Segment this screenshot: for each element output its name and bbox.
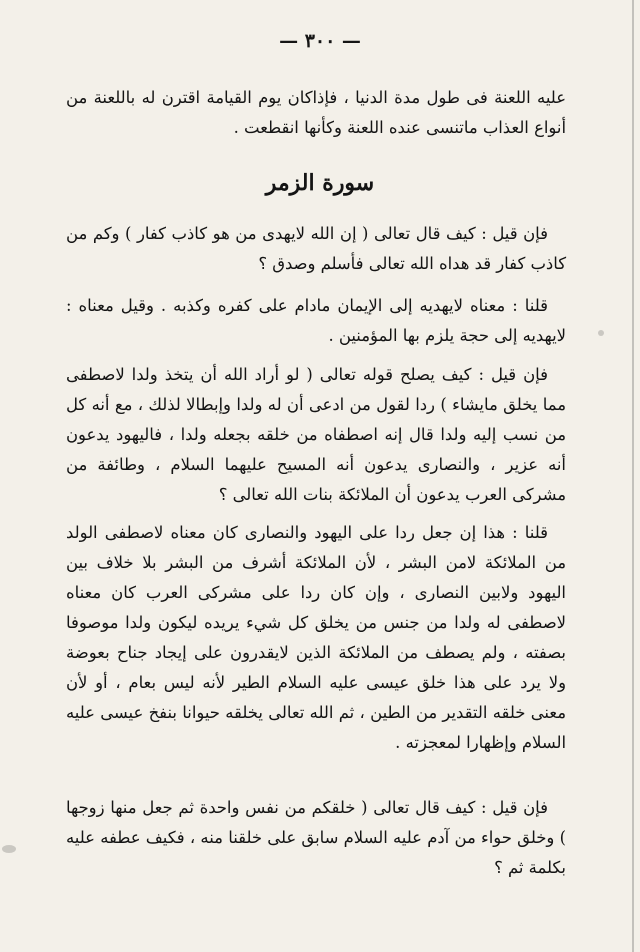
paragraph-answer-2: قلنا : هذا إن جعل ردا على اليهود والنصارى كان معناه لاصطفى الولد من الملائكة لامن البشر ، لأن الملائكة أشرف من البشر بلا خلاف بين اليهود ولابين النصارى ، وإن كان ردا على مشركى العرب كان معناه لاصطفى له ولدا من جنس من يخلق كل شيء يريده ليكون ولدا موصوفا بصفته ، ولم يصطف من الملائكة الذين لايقدرون على إيجاد جناح بعوضة ولا يرد على هذا خلق عيسى عليه السلام الطير لأنه ليس بعام ، أو لأن معنى خلقه التقدير من الطين ، ثم الله تعالى يخلقه حيوانا بنفخ عيسى عليه السلام وإظهارا لمعجزته . [66, 523, 566, 752]
intro-paragraph: عليه اللعنة فى طول مدة الدنيا ، فإذاكان يوم القيامة اقترن له باللعنة من أنواع العذاب ماتنسى عنده اللعنة وكأنها انقطعت . [66, 88, 566, 137]
page-number: — ٣٠٠ — [279, 30, 361, 52]
paragraph-question-1: فإن قيل : كيف قال تعالى ( إن الله لايهدى من هو كاذب كفار ) وكم من كاذب كفار قد هداه الله تعالى فأسلم وصدق ؟ [66, 224, 566, 273]
scan-smudge [598, 330, 604, 336]
surah-heading: سورة الزمر [265, 170, 375, 196]
paragraph-answer-1: قلنا : معناه لايهديه إلى الإيمان مادام على كفره وكذبه . وقيل معناه : لايهديه إلى حجة يلزم بها المؤمنين . [66, 296, 566, 345]
paragraph-question-2: فإن قيل : كيف يصلح قوله تعالى ( لو أراد الله أن يتخذ ولدا لاصطفى مما يخلق مايشاء ) ردا لقول من ادعى أن له ولدا وإبطالا لذلك ، مع أنه كل من نسب إليه ولدا قال إنه اصطفاه من خلقه بجعله ولدا ، فاليهود يدعون أنه عزير ، والنصارى يدعون أنه المسيح عليهما السلام ، وطائفة من مشركى العرب يدعون أن الملائكة بنات الله تعالى ؟ [66, 365, 566, 504]
scan-smudge [2, 845, 16, 853]
paragraph-question-3: فإن قيل : كيف قال تعالى ( خلقكم من نفس واحدة ثم جعل منها زوجها ) وخلق حواء من آدم عليه السلام سابق على خلقنا منه ، فكيف عطفه عليه بكلمة ثم ؟ [66, 798, 566, 877]
scan-edge-mark [632, 0, 634, 952]
